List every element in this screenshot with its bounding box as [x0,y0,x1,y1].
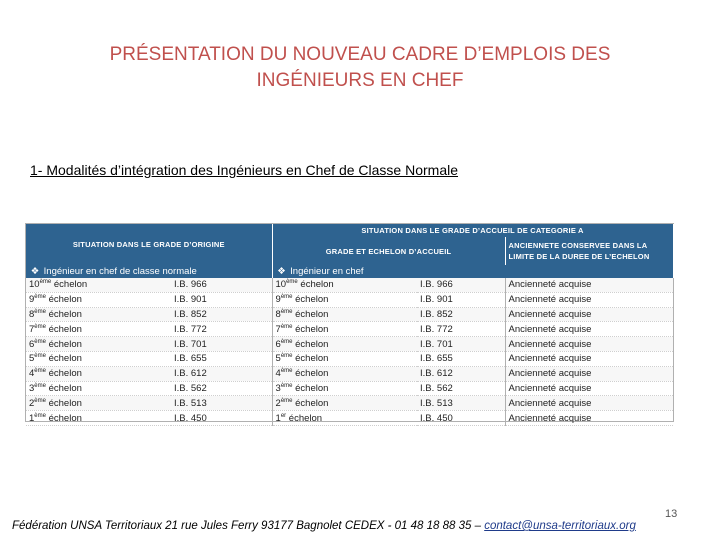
echelon-label: échelon [48,368,82,380]
header-accueil: SITUATION DANS LE GRADE D’ACCUEIL DE CATEGORIE A [272,224,673,237]
echelon-number: 7 [275,323,281,335]
origin-index: I.B. 852 [171,307,272,322]
slide-title [60,42,660,94]
accueil-echelon [272,351,417,366]
echelon-number: 1 [275,412,281,424]
origin-index: I.B. 966 [171,278,272,292]
table-row [26,381,673,396]
accueil-index: I.B. 772 [417,322,505,337]
table-row [26,366,673,381]
accueil-grade-cell [272,265,673,278]
origin-echelon [26,381,171,396]
origin-index: I.B. 772 [171,322,272,337]
accueil-echelon [272,322,417,337]
table-row [26,396,673,411]
table-row [26,351,673,366]
header-origin: SITUATION DANS LE GRADE D’ORIGINE [26,224,272,265]
echelon-suffix: ème [34,412,46,419]
table-row [26,322,673,337]
footer [12,520,636,532]
table-row [26,307,673,322]
echelon-suffix: ème [280,338,293,345]
table-row [26,337,673,352]
echelon-suffix: ème [280,397,293,404]
origin-index: I.B. 612 [171,366,272,381]
origin-index: I.B. 450 [171,411,272,426]
echelon-suffix: ème [280,353,293,360]
origin-index: I.B. 655 [171,351,272,366]
echelon-number: 4 [29,368,35,380]
anciennete-cell: Ancienneté acquise [505,337,673,352]
origin-index: I.B. 901 [171,292,272,307]
echelon-number: 9 [275,294,281,306]
echelon-suffix: ème [280,294,293,301]
echelon-label: échelon [48,412,82,424]
echelon-number: 8 [275,308,281,320]
slide-title-line-1: PRÉSENTATION DU NOUVEAU CADRE D’EMPLOIS DES [109,44,611,65]
echelon-suffix: ème [280,308,293,315]
echelon-number: 3 [275,382,281,394]
echelon-label: échelon [48,353,82,365]
echelon-number: 1 [29,412,35,424]
accueil-index: I.B. 612 [417,366,505,381]
anciennete-cell: Ancienneté acquise [505,411,673,426]
echelon-number: 10 [275,279,287,291]
echelon-label: échelon [295,382,329,394]
anciennete-cell: Ancienneté acquise [505,366,673,381]
accueil-index: I.B. 701 [417,337,505,352]
echelon-label: échelon [295,338,329,350]
echelon-number: 9 [29,294,35,306]
echelon-label: échelon [295,353,329,365]
echelon-suffix: ème [34,353,46,360]
anciennete-cell: Ancienneté acquise [505,396,673,411]
anciennete-cell: Ancienneté acquise [505,322,673,337]
echelon-number: 8 [29,308,35,320]
echelon-label: échelon [48,382,82,394]
anciennete-cell: Ancienneté acquise [505,381,673,396]
origin-echelon [26,307,171,322]
footer-email-link[interactable]: contact@unsa-territoriaux.org [484,520,636,532]
echelon-label: échelon [300,279,334,291]
integration-table [25,223,674,422]
origin-echelon [26,351,171,366]
echelon-number: 2 [275,397,281,409]
echelon-label: échelon [48,294,82,306]
table-row [26,278,673,292]
accueil-echelon [272,396,417,411]
echelon-number: 2 [29,397,35,409]
accueil-echelon [272,278,417,292]
echelon-suffix: ème [286,279,298,286]
table-row [26,292,673,307]
echelon-suffix: ème [34,323,46,330]
accueil-index: I.B. 655 [417,351,505,366]
origin-echelon [26,366,171,381]
echelon-suffix: ème [34,368,46,375]
header-anciennete: ANCIENNETE CONSERVEE DANS LA LIMITE DE LA DUREE DE L’ECHELON [505,237,673,265]
echelon-label: échelon [295,397,329,409]
echelon-number: 3 [29,382,35,394]
echelon-suffix: ème [39,279,52,286]
accueil-echelon [272,366,417,381]
origin-grade-cell [26,265,272,278]
origin-index: I.B. 562 [171,381,272,396]
echelon-suffix: ème [34,382,46,389]
accueil-index: I.B. 562 [417,381,505,396]
anciennete-cell: Ancienneté acquise [505,292,673,307]
echelon-label: échelon [295,368,329,380]
origin-echelon [26,322,171,337]
accueil-index: I.B. 852 [417,307,505,322]
slide-title-line-2: INGÉNIEURS EN CHEF [256,70,464,91]
accueil-index: I.B. 901 [417,292,505,307]
echelon-number: 7 [29,323,35,335]
echelon-suffix: ème [280,382,293,389]
table-row [26,411,673,426]
echelon-number: 6 [275,338,281,350]
origin-grade-label: Ingénieur en chef de classe normale [43,266,197,277]
echelon-suffix: ème [280,323,293,330]
anciennete-cell: Ancienneté acquise [505,278,673,292]
echelon-suffix: ème [34,308,46,315]
accueil-echelon [272,292,417,307]
accueil-echelon [272,337,417,352]
origin-echelon [26,337,171,352]
accueil-index: I.B. 450 [417,411,505,426]
echelon-suffix: ème [34,294,46,301]
header-grade-echelon: GRADE ET ECHELON D’ACCUEIL [272,237,505,265]
accueil-echelon [272,411,417,426]
page-number: 13 [665,508,678,520]
echelon-label: échelon [48,308,82,320]
echelon-number: 5 [275,353,281,365]
origin-index: I.B. 701 [171,337,272,352]
echelon-label: échelon [48,338,82,350]
anciennete-cell: Ancienneté acquise [505,307,673,322]
echelon-label: échelon [295,323,329,335]
origin-echelon [26,411,171,426]
accueil-grade-label: Ingénieur en chef [290,266,364,277]
accueil-index: I.B. 513 [417,396,505,411]
accueil-index: I.B. 966 [417,278,505,292]
section-subtitle: 1- Modalités d’intégration des Ingénieurs en Chef de Classe Normale [30,162,459,178]
echelon-number: 4 [275,368,281,380]
echelon-suffix: ème [34,338,46,345]
echelon-label: échelon [295,294,329,306]
echelon-label: échelon [48,397,82,409]
accueil-echelon [272,381,417,396]
origin-echelon [26,278,171,292]
origin-echelon [26,396,171,411]
echelon-label: échelon [288,412,323,424]
accueil-echelon [272,307,417,322]
echelon-number: 5 [29,353,35,365]
diamond-bullet-icon: ❖ [30,266,40,277]
echelon-suffix: ème [34,397,46,404]
echelon-label: échelon [295,308,329,320]
echelon-suffix: er [280,412,287,419]
echelon-suffix: ème [280,368,293,375]
echelon-number: 10 [29,279,40,291]
echelon-label: échelon [48,323,82,335]
origin-index: I.B. 513 [171,396,272,411]
origin-echelon [26,292,171,307]
anciennete-cell: Ancienneté acquise [505,351,673,366]
diamond-bullet-icon: ❖ [277,266,286,277]
echelon-label: échelon [53,279,88,291]
echelon-number: 6 [29,338,35,350]
footer-address: Fédération UNSA Territoriaux 21 rue Jules Ferry 93177 Bagnolet CEDEX - 01 48 18 88 35 – [12,520,485,532]
